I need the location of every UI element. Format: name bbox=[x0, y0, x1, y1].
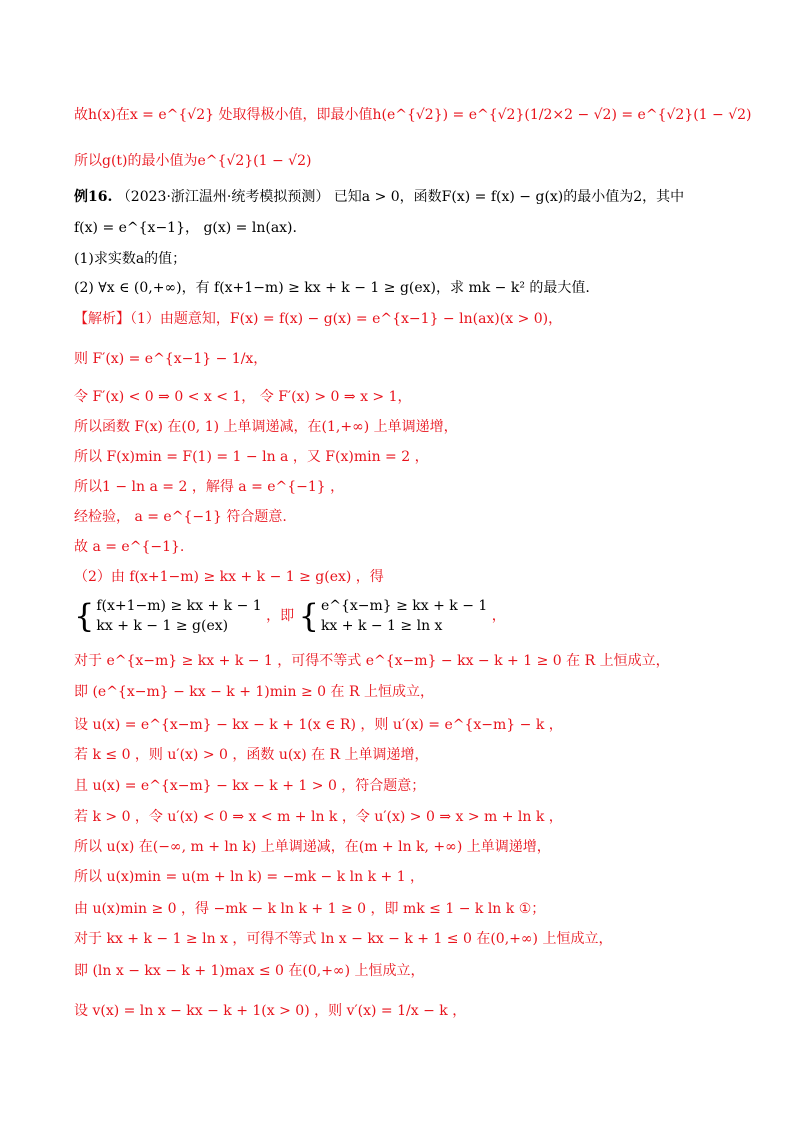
example-label: 例16. bbox=[74, 189, 113, 205]
solution-line-7: 经检验， a = e^{−1} 符合题意. bbox=[74, 509, 287, 525]
system-a-row-1: f(x+1−m) ≥ kx + k − 1 bbox=[96, 598, 262, 614]
inequality-system-line bbox=[74, 596, 506, 636]
example-text: 已知a > 0，函数F(x) = f(x) − g(x)的最小值为2，其中 bbox=[333, 189, 685, 205]
solution-line-19: 对于 kx + k − 1 ≥ ln x ，可得不等式 ln x − kx − k + 1 ≤ 0 在(0,+∞) 上恒成立， bbox=[74, 931, 613, 947]
solution-line-5: 所以 F(x)min = F(1) = 1 − ln a ，又 F(x)min = 2 ， bbox=[74, 449, 429, 465]
solution-line-18: 由 u(x)min ≥ 0 ，得 −mk − k ln k + 1 ≥ 0 ，即 mk ≤ 1 − k ln k ①； bbox=[74, 901, 546, 917]
solution-line-10: 对于 e^{x−m} ≥ kx + k − 1 ，可得不等式 e^{x−m} − kx − k + 1 ≥ 0 在 R 上恒成立， bbox=[74, 653, 670, 669]
inequality-system-b bbox=[299, 596, 488, 636]
question-1: (1)求实数a的值； bbox=[74, 251, 187, 267]
solution-line-8: 故 a = e^{−1}. bbox=[74, 539, 185, 555]
solution-line-21: 设 v(x) = ln x − kx − k + 1(x > 0) ，则 v′(x) = 1/x − k ， bbox=[74, 1003, 467, 1019]
solution-line-6: 所以1 − ln a = 2 ，解得 a = e^{−1} ， bbox=[74, 479, 345, 495]
solution-line-12: 设 u(x) = e^{x−m} − kx − k + 1(x ∈ R) ，则 u′(x) = e^{x−m} − k ， bbox=[74, 717, 563, 733]
solution-line-1-text: （1）由题意知，F(x) = f(x) − g(x) = e^{x−1} − ln(ax)(x > 0)， bbox=[130, 311, 563, 327]
example-definitions: f(x) = e^{x−1}， g(x) = ln(ax). bbox=[74, 220, 297, 236]
system-b-row-2: kx + k − 1 ≥ ln x bbox=[320, 618, 443, 634]
example-header bbox=[74, 188, 684, 206]
question-2: (2) ∀x ∈ (0,+∞)，有 f(x+1−m) ≥ kx + k − 1 ≥ g(ex)，求 mk − k² 的最大值. bbox=[74, 280, 590, 296]
solution-line-9: （2）由 f(x+1−m) ≥ kx + k − 1 ≥ g(ex) ，得 bbox=[74, 569, 384, 585]
solution-line-11: 即 (e^{x−m} − kx − k + 1)min ≥ 0 在 R 上恒成立， bbox=[74, 684, 434, 700]
system-connector: ，即 bbox=[266, 608, 295, 624]
brace-icon: { bbox=[74, 597, 95, 635]
solution-line-20: 即 (ln x − kx − k + 1)max ≤ 0 在(0,+∞) 上恒成立， bbox=[74, 963, 425, 979]
solution-line-15: 若 k > 0 ，令 u′(x) < 0 ⇒ x < m + ln k ，令 u′(x) > 0 ⇒ x > m + ln k ， bbox=[74, 809, 563, 825]
system-end: ， bbox=[491, 608, 506, 624]
inequality-system-a bbox=[74, 596, 262, 636]
brace-icon: { bbox=[298, 597, 319, 635]
solution-line-14: 且 u(x) = e^{x−m} − kx − k + 1 > 0 ，符合题意； bbox=[74, 778, 426, 794]
system-b-row-1: e^{x−m} ≥ kx + k − 1 bbox=[320, 598, 488, 614]
solution-line-2: 则 F′(x) = e^{x−1} − 1/x， bbox=[74, 351, 268, 367]
solution-line-13: 若 k ≤ 0 ，则 u′(x) > 0 ，函数 u(x) 在 R 上单调递增， bbox=[74, 747, 429, 763]
solution-line-4: 所以函数 F(x) 在(0, 1) 上单调递减，在(1,+∞) 上单调递增， bbox=[74, 419, 458, 435]
solution-line-16: 所以 u(x) 在(−∞, m + ln k) 上单调递减，在(m + ln k, +∞) 上单调递增， bbox=[74, 839, 551, 855]
solution-line-1 bbox=[74, 310, 562, 328]
solution-tag: 【解析】 bbox=[74, 311, 130, 327]
line-min-g: 所以g(t)的最小值为e^{√2}(1 − √2) bbox=[74, 153, 312, 169]
system-a-row-2: kx + k − 1 ≥ g(ex) bbox=[96, 618, 229, 634]
example-source: （2023·浙江温州·统考模拟预测） bbox=[116, 189, 330, 205]
solution-line-3: 令 F′(x) < 0 ⇒ 0 < x < 1， 令 F′(x) > 0 ⇒ x > 1， bbox=[74, 389, 412, 405]
solution-line-17: 所以 u(x)min = u(m + ln k) = −mk − k ln k + 1 ， bbox=[74, 869, 425, 885]
line-conclusion-h: 故h(x)在x = e^{√2} 处取得极小值，即最小值h(e^{√2}) = e^{√2}(1/2×2 − √2) = e^{√2}(1 − √2) bbox=[74, 107, 752, 123]
